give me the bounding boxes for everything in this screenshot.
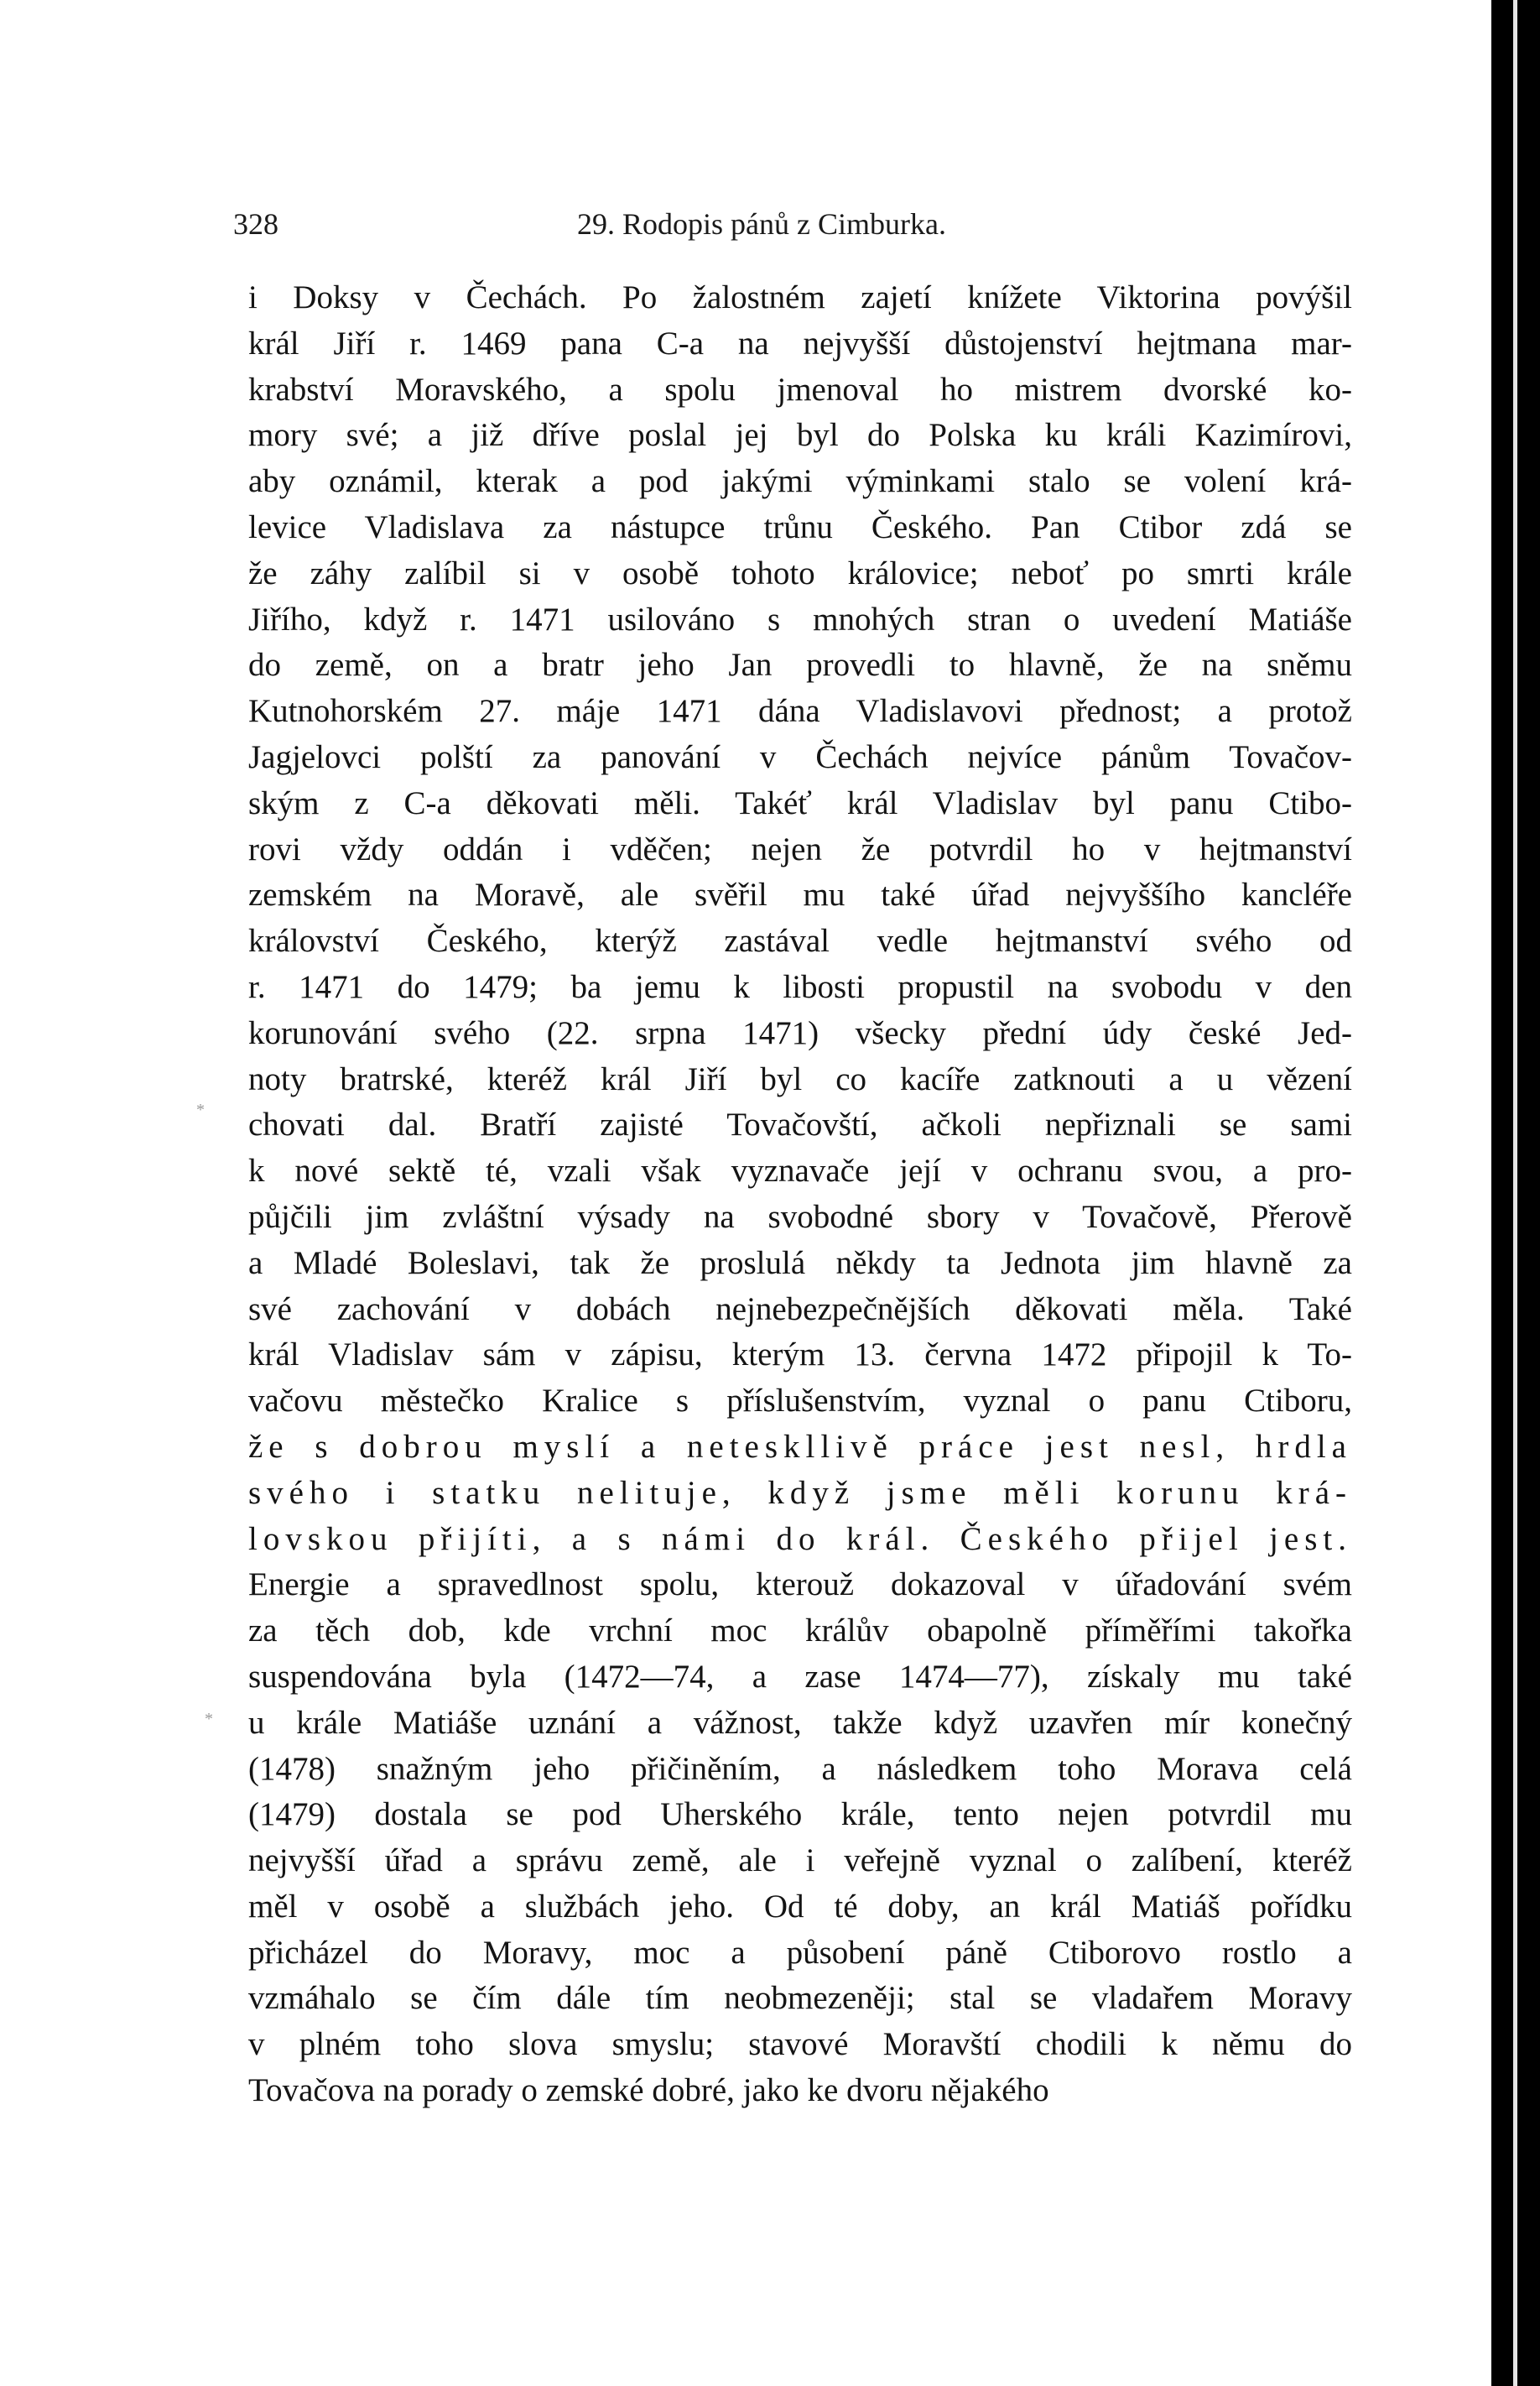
text-line: i Doksy v Čechách. Po žalostném zajetí knížete Viktorina povýšil <box>248 279 1352 315</box>
page-header <box>233 206 1315 248</box>
text-line: rovi vždy oddán i vděčen; nejen že potvrdil ho v hejtmanství <box>248 831 1352 867</box>
text-line: své zachování v dobách nejnebezpečnějších děkovati měla. Také <box>248 1290 1352 1327</box>
text-line: aby oznámil, kterak a pod jakými výminkami stalo se volení krá- <box>248 463 1352 500</box>
text-line-emphasis: že s dobrou myslí a neteskllivě práce jest nesl, hrdla <box>248 1428 1352 1465</box>
text-line: do země, on a bratr jeho Jan provedli to hlavně, že na sněmu <box>248 647 1352 684</box>
text-line: levice Vladislava za nástupce trůnu Českého. Pan Ctibor zdá se <box>248 508 1352 545</box>
text-line: král Vladislav sám v zápisu, kterým 13. června 1472 připojil k To- <box>248 1336 1352 1373</box>
text-line-emphasis: svého i statku nelituje, když jsme měli korunu krá- <box>248 1474 1352 1511</box>
text-line: měl v osobě a službách jeho. Od té doby, an král Matiáš pořídku <box>248 1888 1352 1925</box>
text-line: vačovu městečko Kralice s příslušenstvím, vyznal o panu Ctiboru, <box>248 1383 1352 1420</box>
text-line: a Mladé Boleslavi, tak že proslulá někdy ta Jednota jim hlavně za <box>248 1244 1352 1281</box>
text-line: u krále Matiáše uznání a vážnost, takže když uzavřen mír konečný <box>248 1704 1352 1741</box>
text-line-emphasis: lovskou přijíti, a s námi do král. Českého přijel jest. <box>248 1520 1352 1557</box>
text-line: chovati dal. Bratří zajisté Tovačovští, ačkoli nepřiznali se sami <box>248 1107 1352 1144</box>
text-line: vzmáhalo se čím dále tím neobmezeněji; stal se vladařem Moravy <box>248 1980 1352 2017</box>
text-line: krabství Moravského, a spolu jmenoval ho mistrem dvorské ko- <box>248 371 1352 408</box>
body-text <box>248 275 1352 2114</box>
text-line: mory své; a již dříve poslal jej byl do Polska ku králi Kazimírovi, <box>248 417 1352 454</box>
text-line: že záhy zalíbil si v osobě tohoto královice; neboť po smrti krále <box>248 555 1352 591</box>
text-line: (1479) dostala se pod Uherského krále, tento nejen potvrdil mu <box>248 1796 1352 1833</box>
text-line: noty bratrské, kteréž král Jiří byl co kacíře zatknouti a u vězení <box>248 1060 1352 1097</box>
text-line: zemském na Moravě, ale svěřil mu také úřad nejvyššího kancléře <box>248 877 1352 914</box>
text-line: v plném toho slova smyslu; stavové Moravští chodili k němu do <box>248 2026 1352 2063</box>
text-line: král Jiří r. 1469 pana C-a na nejvyšší důstojenství hejtmana mar- <box>248 325 1352 362</box>
text-line: Kutnohorském 27. máje 1471 dána Vladislavovi přednost; a protož <box>248 693 1352 730</box>
margin-mark: * <box>196 1101 205 1119</box>
text-line: korunování svého (22. srpna 1471) všecky přední údy české Jed- <box>248 1014 1352 1051</box>
text-line: království Českého, kterýž zastával vedle hejtmanství svého od <box>248 923 1352 960</box>
text-line: Energie a spravedlnost spolu, kterouž dokazoval v úřadování svém <box>248 1566 1352 1603</box>
page-number: 328 <box>233 207 278 241</box>
text-line: přicházel do Moravy, moc a působení páně Ctiborovo rostlo a <box>248 1934 1352 1971</box>
text-line: Jagjelovci polští za panování v Čechách nejvíce pánům Tovačov- <box>248 738 1352 775</box>
margin-mark: * <box>205 1710 213 1728</box>
text-line: k nové sektě té, vzali však vyznavače její v ochranu svou, a pro- <box>248 1153 1352 1190</box>
running-title: 29. Rodopis pánů z Cimburka. <box>577 207 946 241</box>
text-line: Tovačova na porady o zemské dobré, jako ke dvoru nějakého <box>248 2072 1049 2109</box>
text-line: suspendována byla (1472—74, a zase 1474—77), získaly mu také <box>248 1658 1352 1695</box>
text-line: nejvyšší úřad a správu země, ale i veřejně vyznal o zalíbení, kteréž <box>248 1842 1352 1879</box>
text-line: půjčili jim zvláštní výsady na svobodné sbory v Tovačově, Přerově <box>248 1198 1352 1235</box>
text-line: r. 1471 do 1479; ba jemu k libosti propustil na svobodu v den <box>248 968 1352 1005</box>
text-line: (1478) snažným jeho přičiněním, a následkem toho Morava celá <box>248 1750 1352 1787</box>
text-line: ským z C-a děkovati měli. Takéť král Vladislav byl panu Ctibo- <box>248 784 1352 821</box>
scan-edge-line <box>1513 0 1517 2386</box>
text-line: za těch dob, kde vrchní moc králův obapolně příměřími takořka <box>248 1612 1352 1649</box>
text-line: Jiřího, když r. 1471 usilováno s mnohých stran o uvedení Matiáše <box>248 601 1352 638</box>
